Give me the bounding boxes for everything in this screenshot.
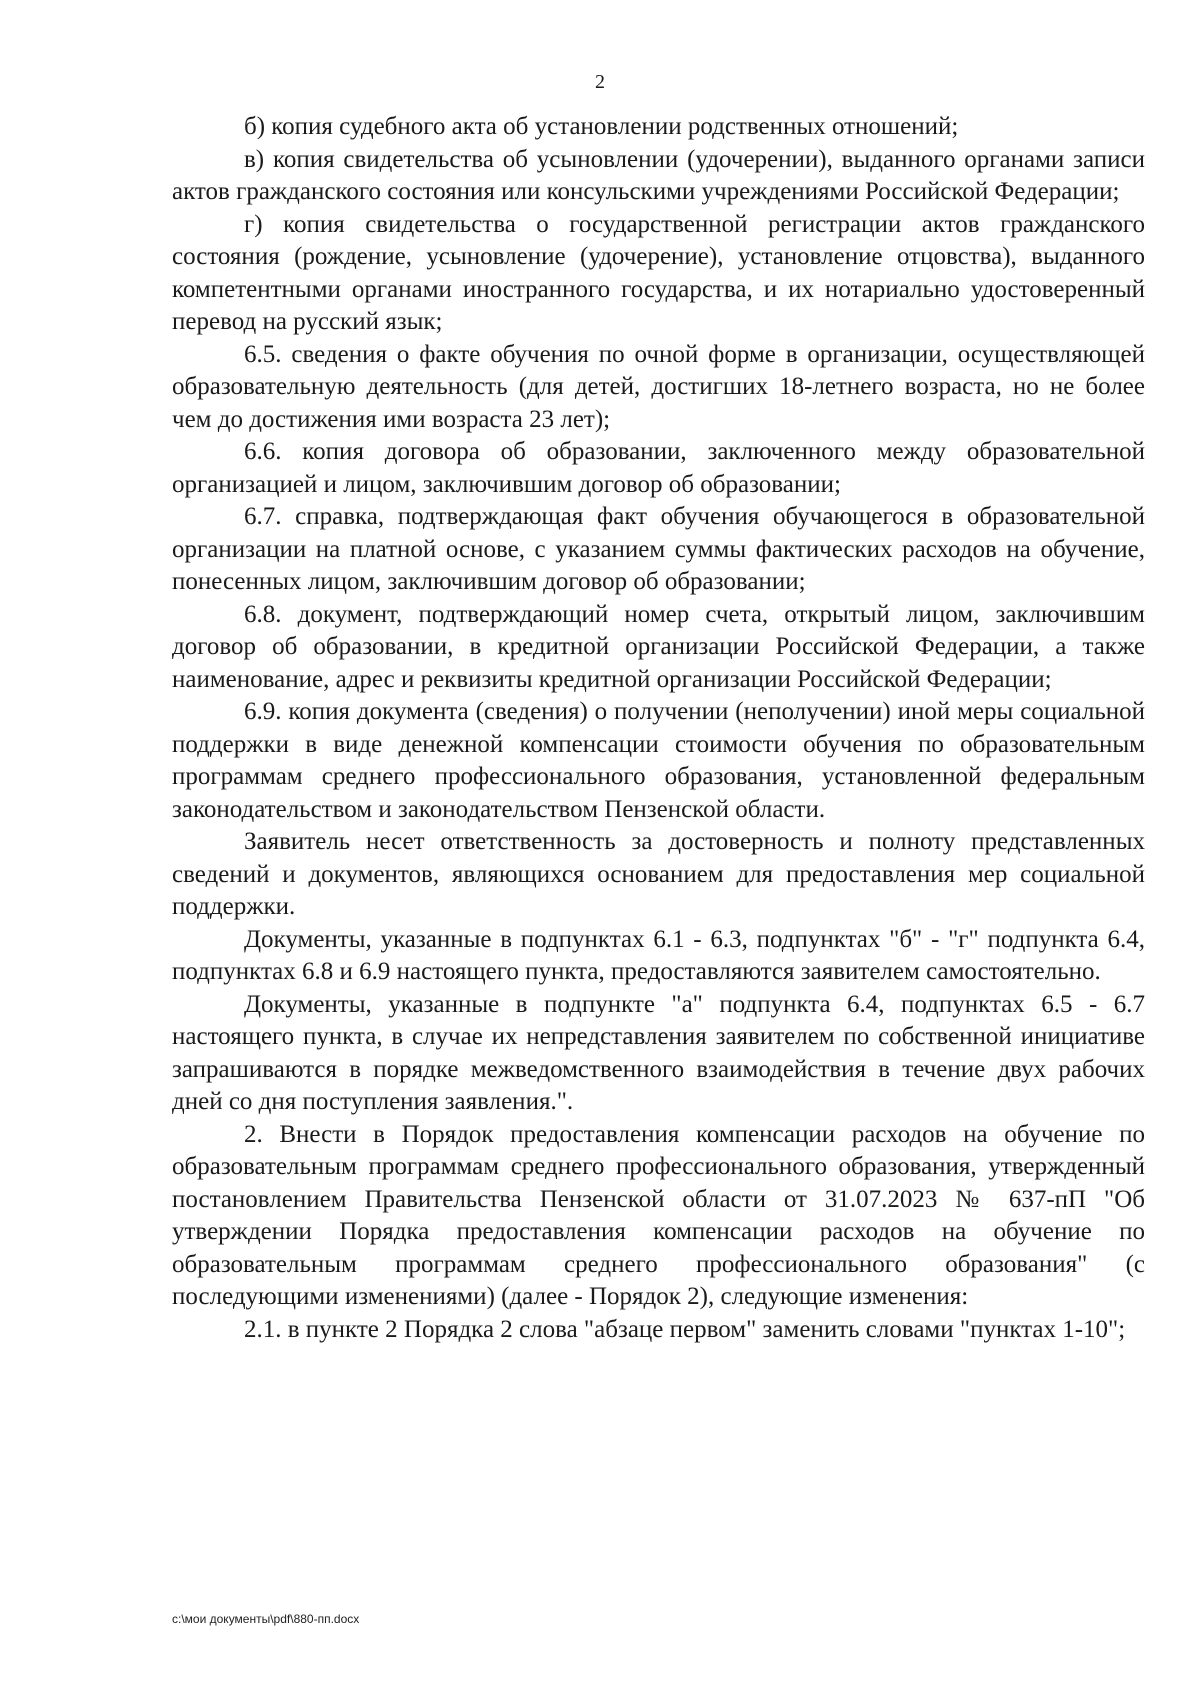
document-body xyxy=(172,111,1145,1346)
paragraph-v: в) копия свидетельства об усыновлении (удочерении), выданного органами записи актов гражданского состояния или консульскими учреждениями Российской Федерации; xyxy=(172,145,1145,205)
paragraph-2-1: 2.1. в пункте 2 Порядка 2 слова "абзаце первом" заменить словами "пунктах 1-10"; xyxy=(244,1315,1126,1343)
paragraph-b: б) копия судебного акта об установлении родственных отношений; xyxy=(244,113,959,140)
paragraph-documents-self: Документы, указанные в подпунктах 6.1 - 6.3, подпунктах "б" - "г" подпункта 6.4, подпунктах 6.8 и 6.9 настоящего пункта, предоставляются заявителем самостоятельно. xyxy=(172,925,1145,985)
paragraph-applicant-responsibility: Заявитель несет ответственность за достоверность и полноту представленных сведений и документов, являющихся основанием для предоставления мер социальной поддержки. xyxy=(172,828,1145,920)
paragraph-g: г) копия свидетельства о государственной регистрации актов гражданского состояния (рождение, усыновление (удочерение), установление отцовства), выданного компетентными органами иностранного государства, и их нотариально удостоверенный перевод на русский язык; xyxy=(172,210,1145,335)
paragraph-documents-interagency: Документы, указанные в подпункте "а" подпункта 6.4, подпунктах 6.5 - 6.7 настоящего пункта, в случае их непредставления заявителем по собственной инициативе запрашиваются в порядке межведомственного взаимодействия в течение двух рабочих дней со дня поступления заявления.". xyxy=(172,990,1145,1115)
paragraph-6-5: 6.5. сведения о факте обучения по очной форме в организации, осуществляющей образовательную деятельность (для детей, достигших 18-летнего возраста, но не более чем до достижения ими возраста 23 лет); xyxy=(172,340,1145,433)
paragraph-6-6: 6.6. копия договора об образовании, заключенного между образовательной организацией и лицом, заключившим договор об образовании; xyxy=(172,438,1145,498)
paragraph-6-7: 6.7. справка, подтверждающая факт обучения обучающегося в образовательной организации на платной основе, с указанием суммы фактических расходов на обучение, понесенных лицом, заключившим договор об образовании; xyxy=(172,503,1145,595)
paragraph-6-8: 6.8. документ, подтверждающий номер счета, открытый лицом, заключившим договор об образовании, в кредитной организации Российской Федерации, а также наименование, адрес и реквизиты кредитной организации Российской Федерации; xyxy=(172,600,1145,693)
paragraph-2: 2. Внести в Порядок предоставления компенсации расходов на обучение по образовательным программам среднего профессионального образования, утвержденный постановлением Правительства Пензенской области от 31.07.2023 № 637-пП "Об утверждении Порядка предоставления компенсации расходов на обучение по образовательным программам среднего профессионального образования" (с последующими изменениями) (далее - Порядок 2), следующие изменения: xyxy=(172,1120,1145,1310)
paragraph-6-9: 6.9. копия документа (сведения) о получении (неполучении) иной меры социальной поддержки в виде денежной компенсации стоимости обучения по образовательным программам среднего профессионального образования, установленной федеральным законодательством и законодательством Пензенской области. xyxy=(172,698,1145,823)
page-number: 2 xyxy=(595,71,605,93)
footer-file-path: c:\мои документы\pdf\880-пп.docx xyxy=(172,1612,360,1626)
